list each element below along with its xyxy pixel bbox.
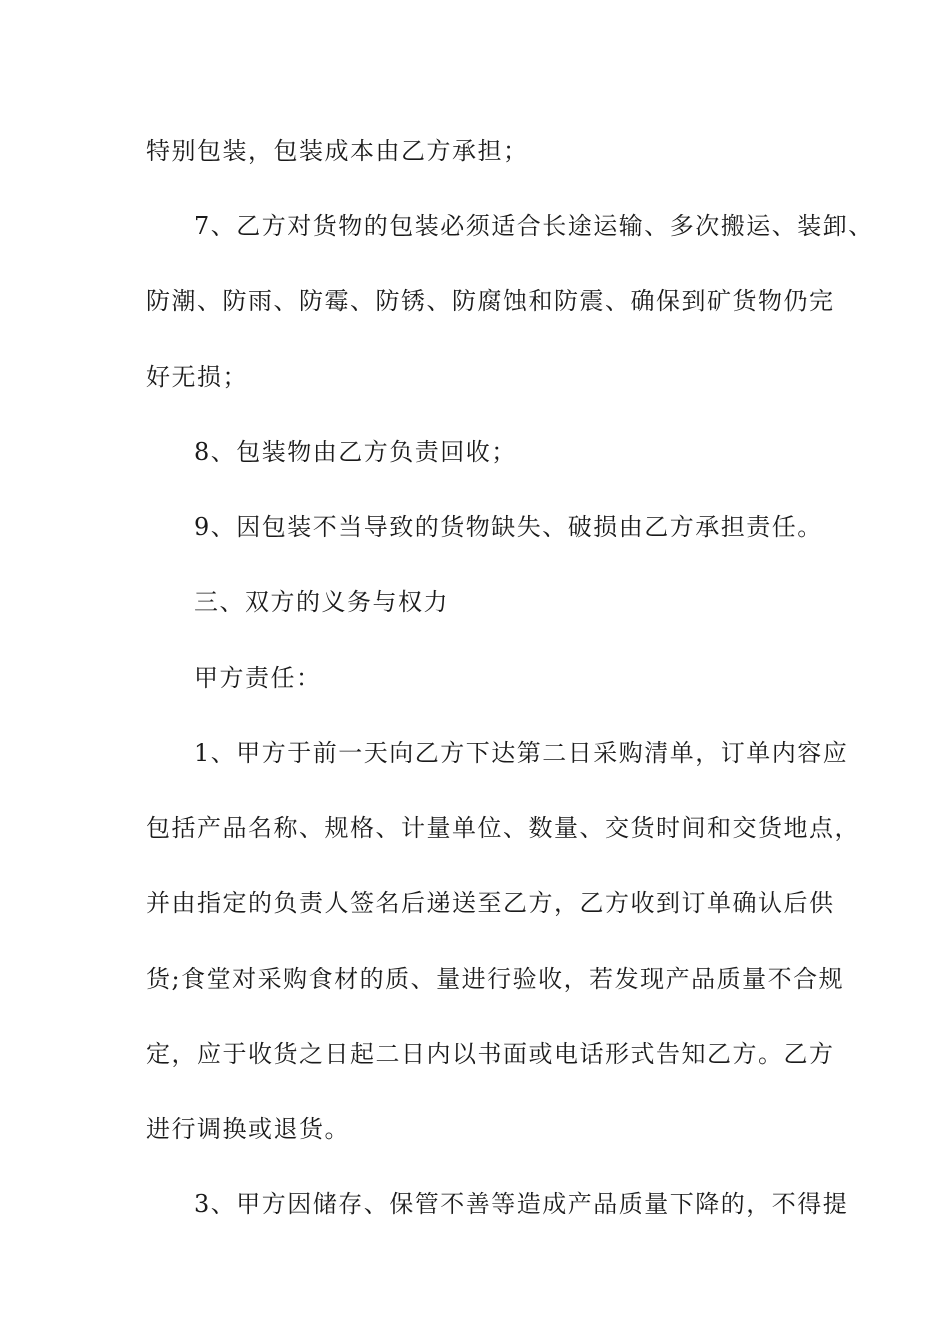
text-line-11: 并由指定的负责人签名后递送至乙方，乙方收到订单确认后供: [146, 889, 835, 917]
text-line-4: 好无损；: [146, 363, 248, 391]
text-line-12: 货;食堂对采购食材的质、量进行验收，若发现产品质量不合规: [146, 965, 845, 993]
text-line-6: 9、因包装不当导致的货物缺失、破损由乙方承担责任。: [194, 513, 823, 541]
sub-heading: 甲方责任：: [194, 664, 322, 692]
text-line-1: 特别包装，包装成本由乙方承担；: [146, 137, 529, 165]
section-heading: 三、双方的义务与权力: [194, 588, 449, 616]
text-line-15: 3、甲方因储存、保管不善等造成产品质量下降的，不得提: [194, 1190, 849, 1218]
text-line-13: 定，应于收货之日起二日内以书面或电话形式告知乙方。乙方: [146, 1040, 835, 1068]
text-line-5: 8、包装物由乙方负责回收；: [194, 438, 517, 466]
text-line-14: 进行调换或退货。: [146, 1115, 350, 1143]
text-line-2: 7、乙方对货物的包装必须适合长途运输、多次搬运、装卸、: [194, 212, 874, 240]
text-line-9: 1、甲方于前一天向乙方下达第二日采购清单，订单内容应: [194, 739, 849, 767]
text-line-3: 防潮、防雨、防霉、防锈、防腐蚀和防震、确保到矿货物仍完: [146, 287, 835, 315]
text-line-10: 包括产品名称、规格、计量单位、数量、交货时间和交货地点，: [146, 814, 860, 842]
